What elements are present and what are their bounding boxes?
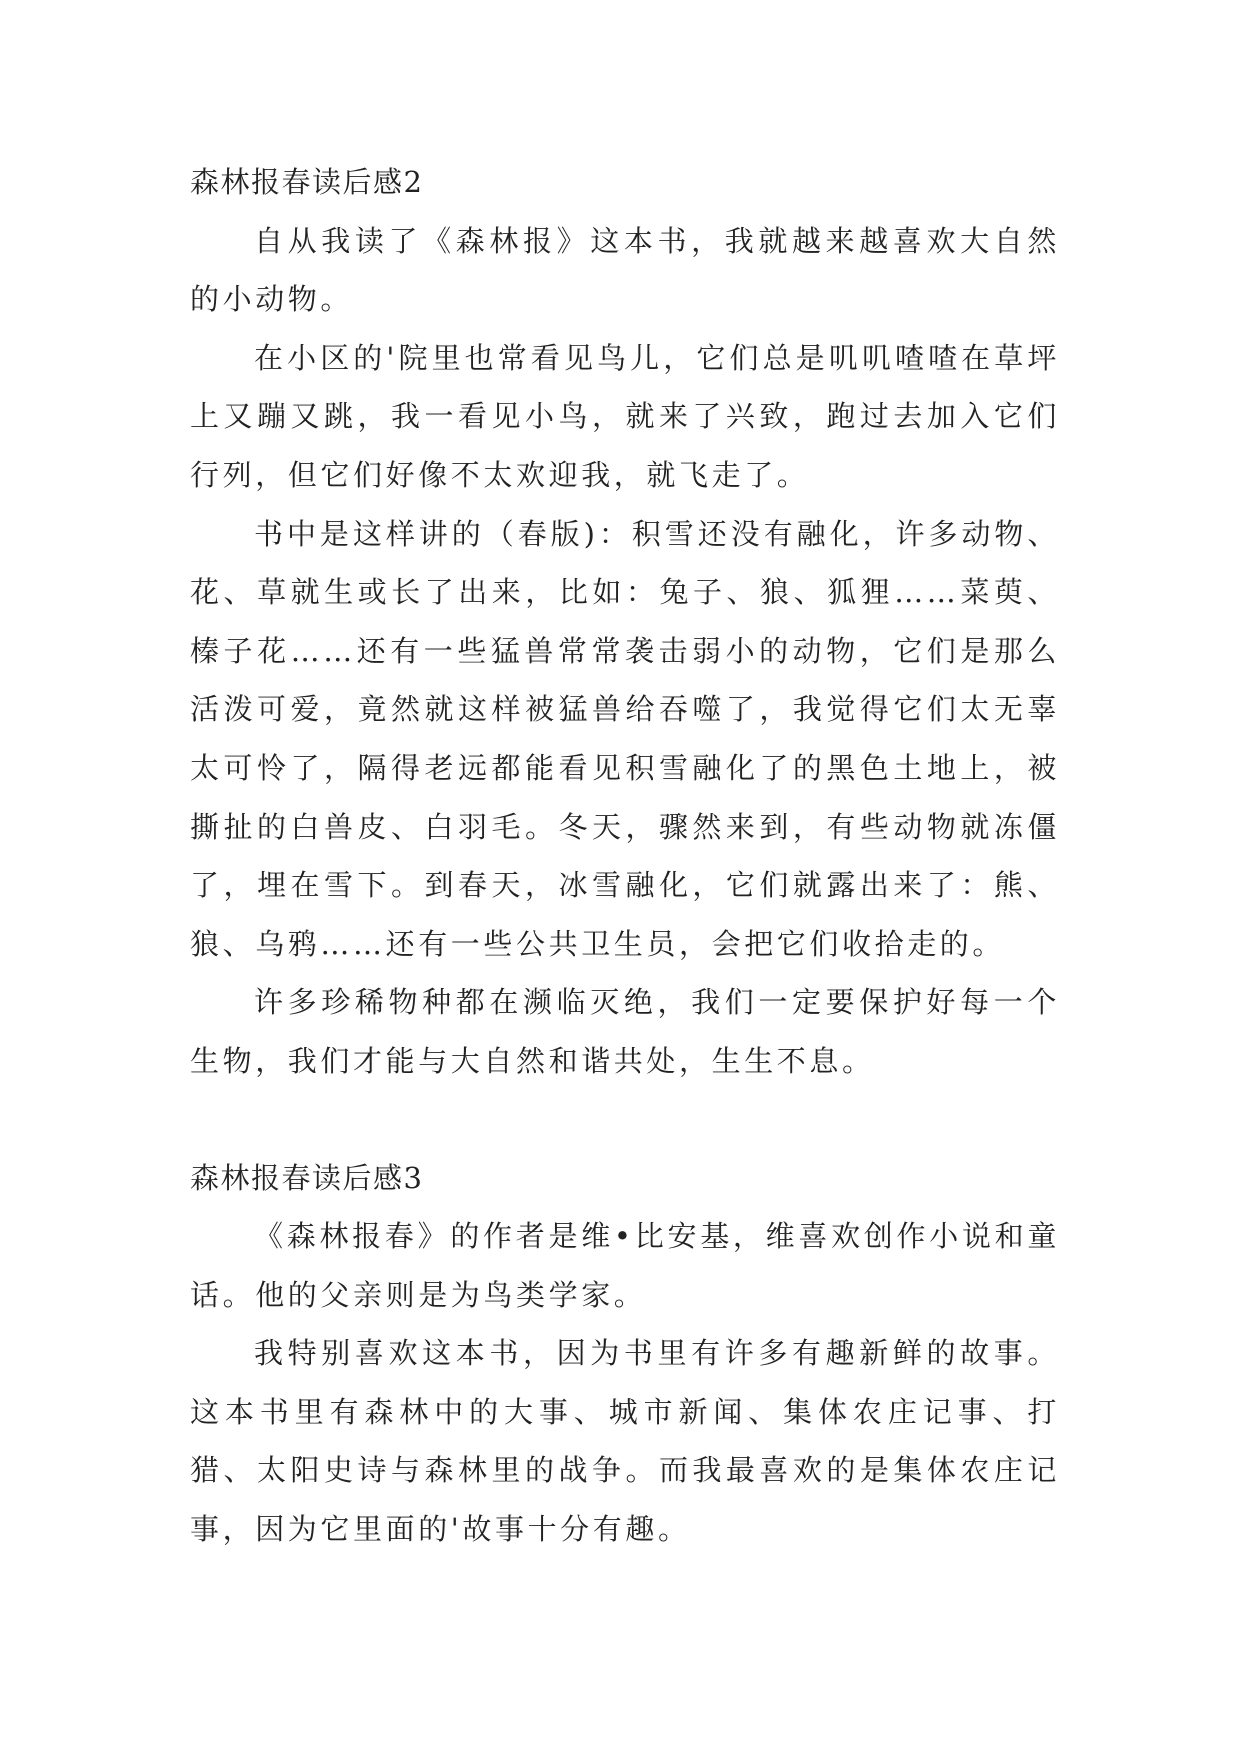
paragraph: 许多珍稀物种都在濒临灭绝，我们一定要保护好每一个生物，我们才能与大自然和谐共处，生生不息。 [190,985,1060,1078]
paragraph: 我特别喜欢这本书，因为书里有许多有趣新鲜的故事。这本书里有森林中的大事、城市新闻、集体农庄记事、打猎、太阳史诗与森林里的战争。而我最喜欢的是集体农庄记事，因为它里面的'故事十分有趣。 [190,1336,1060,1547]
section-essay-2 [190,153,1060,1091]
section-heading: 森林报春读后感3 [190,1160,424,1195]
paragraph: 在小区的'院里也常看见鸟儿，它们总是叽叽喳喳在草坪上又蹦又跳，我一看见小鸟，就来了兴致，跑过去加入它们行列，但它们好像不太欢迎我，就飞走了。 [190,340,1060,492]
paragraph: 自从我读了《森林报》这本书，我就越来越喜欢大自然的小动物。 [190,223,1060,317]
document-body [190,153,1060,1559]
section-heading: 森林报春读后感2 [190,165,424,199]
section-essay-3 [190,1149,1060,1559]
paragraph: 《森林报春》的作者是维•比安基，维喜欢创作小说和童话。他的父亲则是为鸟类学家。 [190,1219,1060,1312]
paragraph: 书中是这样讲的（春版)：积雪还没有融化，许多动物、花、草就生或长了出来，比如：兔子、狼、狐狸……菜萸、榛子花……还有一些猛兽常常袭击弱小的动物，它们是那么活泼可爱，竟然就这样被猛兽给吞噬了，我觉得它们太无辜太可怜了，隔得老远都能看见积雪融化了的黑色土地上，被撕扯的白兽皮、白羽毛。冬天，骤然来到，有些动物就冻僵了，埋在雪下。到春天，冰雪融化，它们就露出来了：熊、狼、乌鸦……还有一些公共卫生员，会把它们收拾走的。 [190,516,1060,961]
